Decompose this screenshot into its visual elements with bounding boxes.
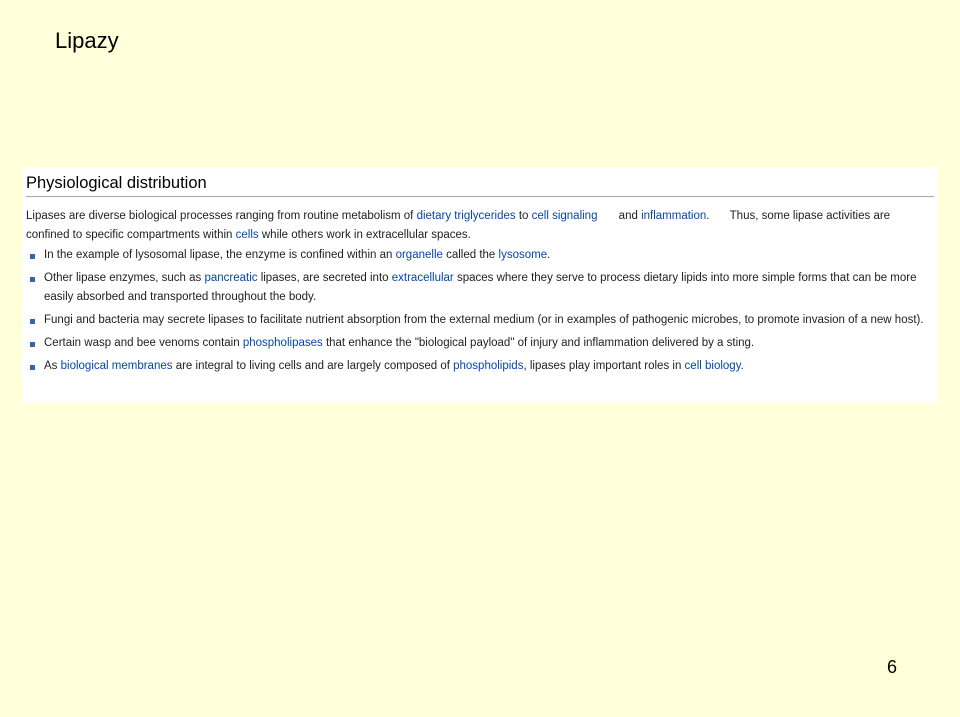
- bullet-icon: [30, 277, 35, 282]
- bullet-text: that enhance the "biological payload" of injury and inflammation delivered by a sting.: [322, 337, 755, 349]
- intro-paragraph: [26, 207, 934, 245]
- intro-text-4: .: [706, 210, 713, 222]
- bullet-icon: [30, 319, 35, 324]
- bullet-text: In the example of lysosomal lipase, the enzyme is confined within an: [44, 249, 396, 261]
- link-lysosome[interactable]: lysosome: [498, 249, 548, 261]
- intro-text-3: and: [615, 210, 642, 222]
- link-cell-signaling[interactable]: cell signaling: [531, 210, 598, 222]
- bullet-icon: [30, 365, 35, 370]
- intro-text-1: Lipases are diverse biological processes ranging from routine metabolism of: [26, 210, 417, 222]
- link-biological-membranes[interactable]: biological membranes: [60, 360, 173, 372]
- bullet-text: Certain wasp and bee venoms contain: [44, 337, 243, 349]
- link-phospholipases[interactable]: phospholipases: [242, 337, 323, 349]
- link-cells[interactable]: cells: [235, 229, 259, 241]
- bullet-text: Fungi and bacteria may secrete lipases to facilitate nutrient absorption from the external medium (or in examples of pathogenic microbes, to promote invasion of a new host).: [44, 314, 924, 326]
- intro-text-2: to: [515, 210, 532, 222]
- intro-text-5: Thus, some lipase activities are confined to specific compartments within: [26, 210, 891, 241]
- bullet-text: are integral to living cells and are largely composed of: [172, 360, 454, 372]
- slide-title: Lipazy: [55, 28, 119, 53]
- bullet-icon: [30, 342, 35, 347]
- bullet-text: spaces where they serve to process dietary lipids into more simple forms that can be more easily absorbed and transported throughout the body.: [44, 272, 917, 303]
- article-excerpt: [22, 167, 938, 403]
- page-number: 6: [887, 657, 898, 677]
- link-inflammation[interactable]: inflammation: [641, 210, 707, 222]
- intro-text-6: while others work in extracellular spaces.: [258, 229, 471, 241]
- list-item: [26, 269, 934, 307]
- list-item: [26, 357, 934, 376]
- bullet-text: .: [740, 360, 744, 372]
- bullet-text: called the: [442, 249, 499, 261]
- section-heading: Physiological distribution: [26, 173, 934, 197]
- bullet-icon: [30, 254, 35, 259]
- bullet-text: As: [44, 360, 61, 372]
- bullet-text: .: [547, 249, 551, 261]
- link-extracellular[interactable]: extracellular: [391, 272, 454, 284]
- list-item: [26, 246, 934, 265]
- link-dietary-triglycerides[interactable]: dietary triglycerides: [416, 210, 516, 222]
- bullet-text: Other lipase enzymes, such as: [44, 272, 205, 284]
- link-phospholipids[interactable]: phospholipids: [453, 360, 524, 372]
- bullet-list: [26, 246, 934, 376]
- link-cell-biology[interactable]: cell biology: [684, 360, 741, 372]
- link-organelle[interactable]: organelle: [395, 249, 443, 261]
- list-item: [26, 334, 934, 353]
- list-item: [26, 311, 934, 330]
- bullet-text: lipases, are secreted into: [257, 272, 392, 284]
- link-pancreatic[interactable]: pancreatic: [204, 272, 258, 284]
- bullet-text: , lipases play important roles in: [523, 360, 685, 372]
